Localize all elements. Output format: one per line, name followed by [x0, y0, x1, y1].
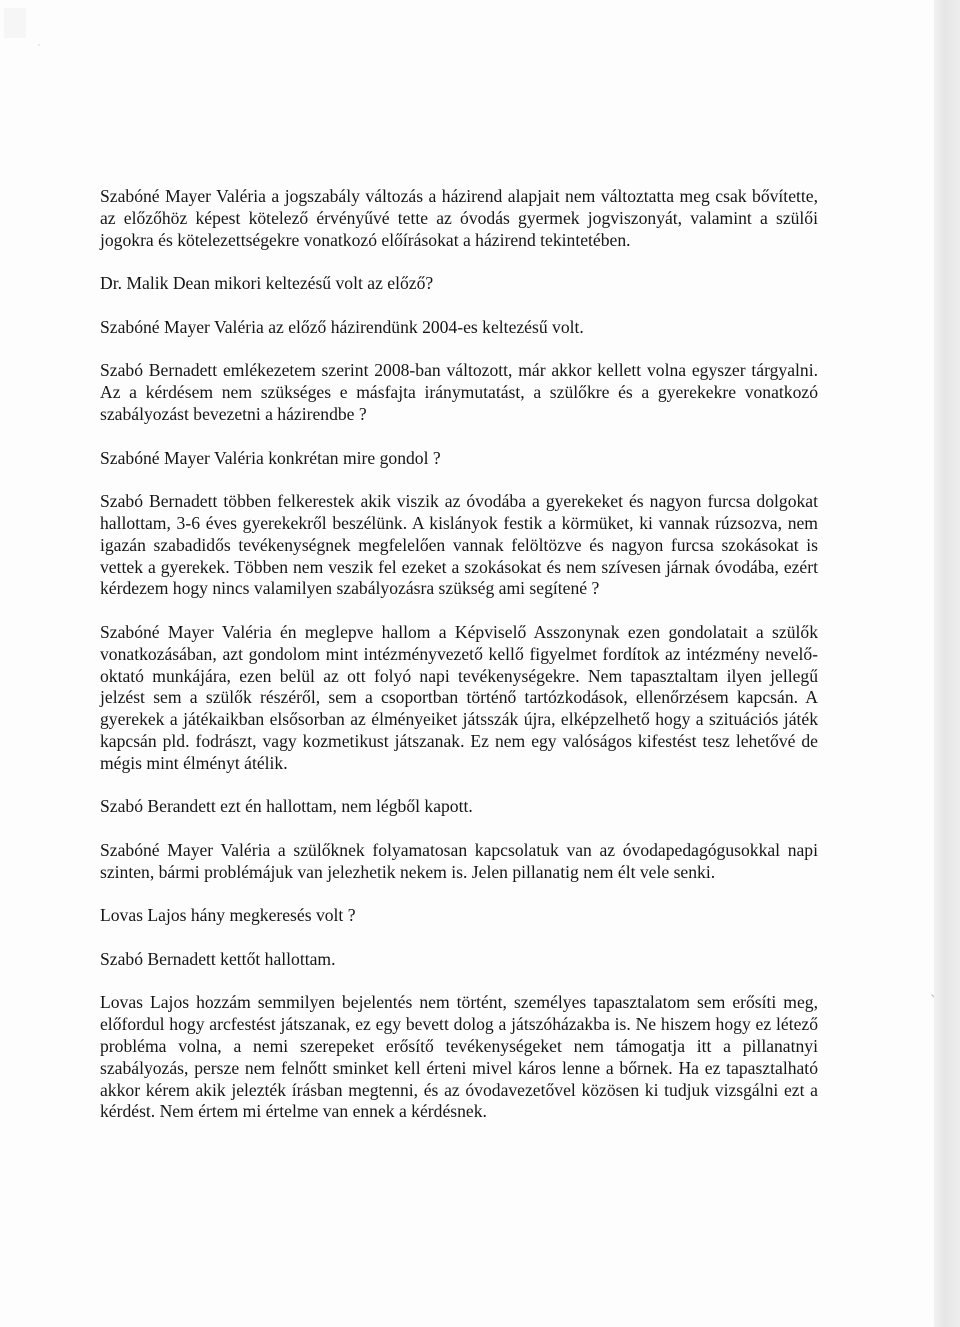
document-body — [100, 186, 818, 1145]
paragraph: Szabó Bernadett kettőt hallottam. — [100, 948, 336, 969]
scan-speck — [38, 44, 40, 46]
paragraph: Lovas Lajos hozzám semmilyen bejelentés nem történt, személyes tapasztalatom sem erősíti meg, előfordul hogy arcfestést játszanak, ez egy bevett dolog a játszóházakba is. Ne hiszem hogy ez létező probléma volna, a nemi szerepeket erősítő tevékenységeket nem támogatja itt a pillanatnyi szabályozás, persze nem felnőtt sminket kell érteni mivel káros lenne a bőrnek. Ha ez tapasztalható akkor kérem akik jelezték írásban megtenni, és az óvodavezetővel közösen ki tudjuk vizsgálni ezt a kérdést. Nem értem mi értelme van ennek a kérdésnek. — [100, 992, 818, 1122]
scanner-bed-edge — [934, 0, 960, 1327]
paragraph: Szabó Bernadett többen felkerestek akik viszik az óvodába a gyerekeket és nagyon furcsa dolgokat hallottam, 3-6 éves gyerekekről beszélünk. A kislányok festik a körmüket, ki vannak rúzsozva, nem igazán szabadidős tevékenységnek megfelelően vannak felöltözve és nagyon furcsa szokásokat is vettek a gyerekek. Többen nem veszik fel ezeket a szokásokat és nem szívesen járnak óvodába, ezért kérdezem hogy nincs valamilyen szabályozásra szükség ami segítené ? — [100, 491, 818, 599]
paragraph: Dr. Malik Dean mikori keltezésű volt az előző? — [100, 273, 434, 294]
paragraph: Szabó Berandett ezt én hallottam, nem légből kapott. — [100, 796, 473, 817]
paragraph: Lovas Lajos hány megkeresés volt ? — [100, 905, 356, 926]
paragraph: Szabóné Mayer Valéria konkrétan mire gondol ? — [100, 447, 441, 468]
paragraph: Szabó Bernadett emlékezetem szerint 2008-ban változott, már akkor kellett volna egyszer tárgyalni. Az a kérdésem nem szükséges e másfajta iránymutatást, a szülőkre és a gyerekekre vonatkozó szabályozást bevezetni a házirendbe ? — [100, 360, 818, 424]
paragraph: Szabóné Mayer Valéria én meglepve hallom a Képviselő Asszonynak ezen gondolatait a szülők vonatkozásában, azt gondolom mint intézményvezető kellő figyelmet fordítok az intézmény nevelő-oktató munkájára, ezen belül az ott folyó napi tevékenységekre. Nem tapasztaltam ilyen jellegű jelzést sem a szülők részéről, sem a csoportban történő tartózkodások, ellenőrzésem kapcsán. A gyerekek a játékaikban elsősorban az élményeiket játsszák újra, elképzelhető hogy a szituációs játék kapcsán pld. fodrászt, vagy kozmetikust játszanak. Ez nem egy valóságos kifestést tesz lehetővé de mégis mint élményt átélik. — [100, 621, 818, 773]
scan-speck — [4, 8, 26, 38]
paragraph: Szabóné Mayer Valéria a szülőknek folyamatosan kapcsolatuk van az óvodapedagógusokkal napi szinten, bármi problémájuk van jelezhetik nekem is. Jelen pillanatig nem élt vele senki. — [100, 839, 818, 882]
paragraph: Szabóné Mayer Valéria a jogszabály változás a házirend alapjait nem változtatta meg csak bővítette, az előzőhöz képest kötelező érvényűvé tette az óvodás gyermek jogviszonyát, valamint a szülői jogokra és kötelezettségekre vonatkozó előírásokat a házirend tekintetében. — [100, 186, 818, 250]
paragraph: Szabóné Mayer Valéria az előző házirendünk 2004-es keltezésű volt. — [100, 316, 584, 337]
